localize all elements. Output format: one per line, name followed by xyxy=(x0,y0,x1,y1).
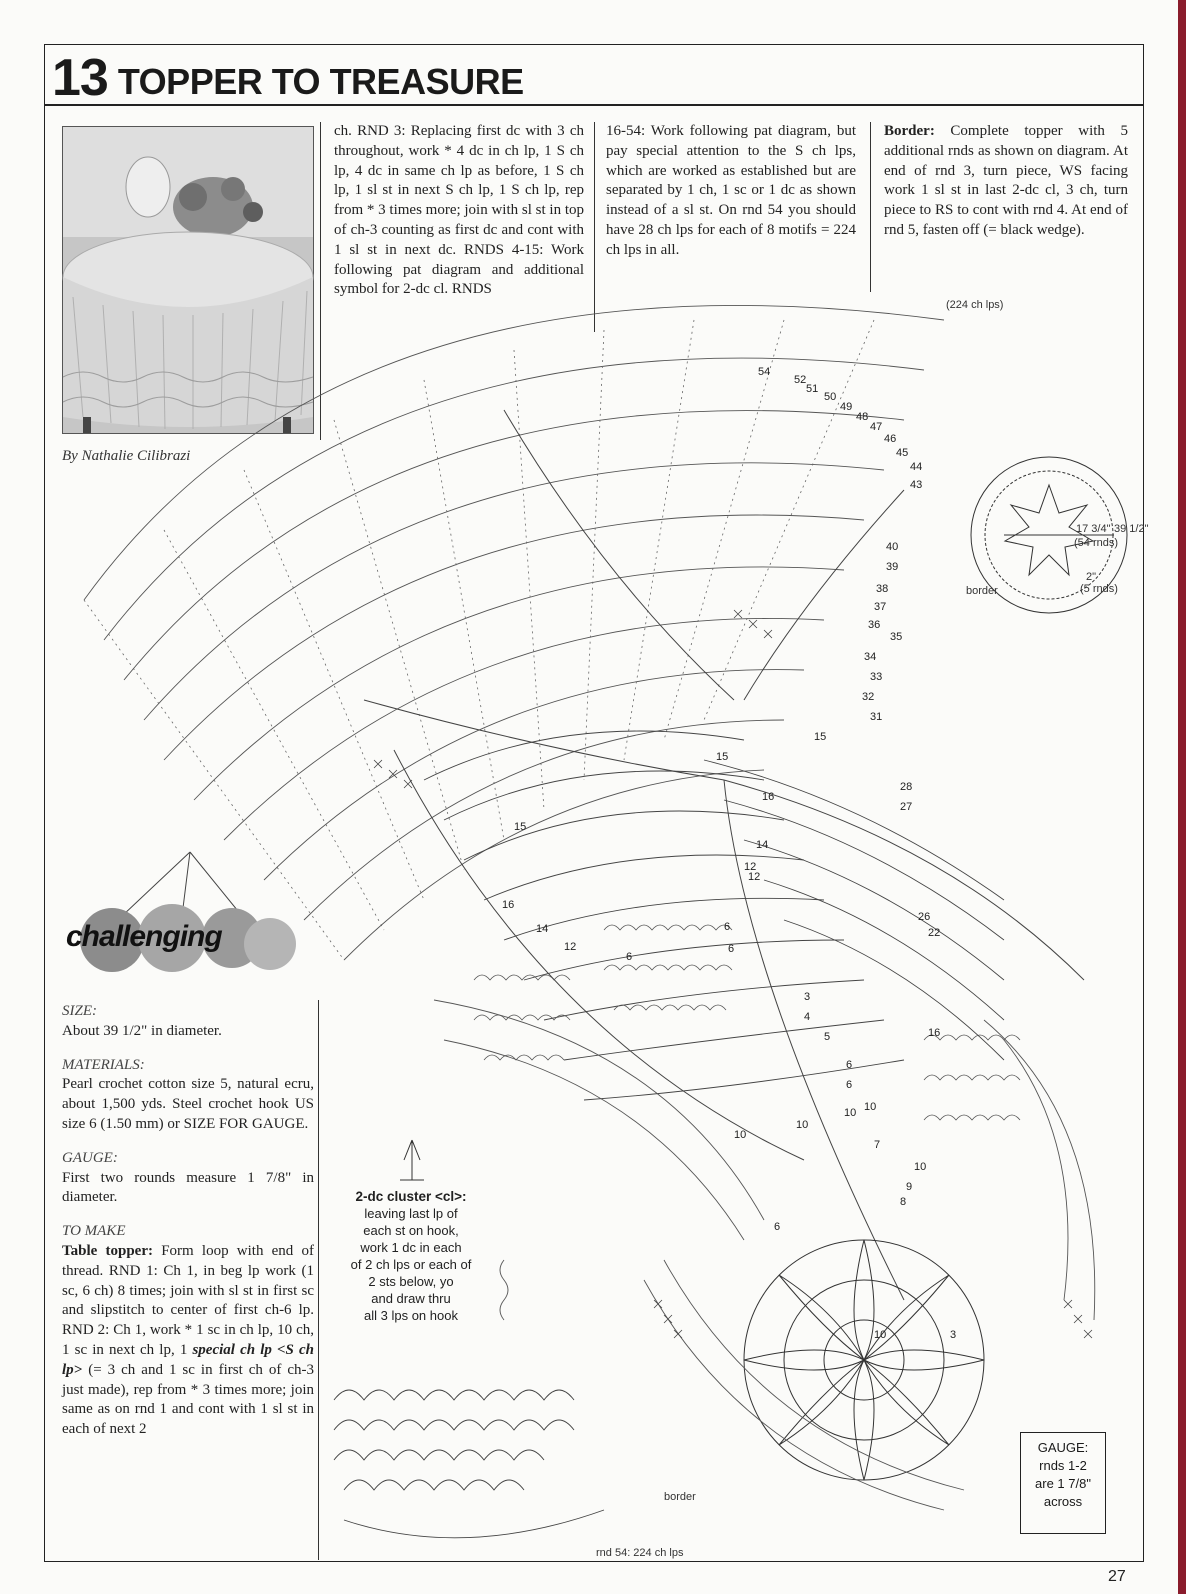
border-text: Complete topper with 5 additional rnds as shown on diagram. At end of rnd 3, turn piece, WS facing work 1 sl st in last 2-dc cl, 3 ch, turn piece to RS to cont with rnd 4. At end of rnd 5, fasten off (= black wedge). xyxy=(884,123,1129,238)
round-number-44: 44 xyxy=(910,461,923,473)
round-number-40: 40 xyxy=(886,541,899,553)
round-number-52: 52 xyxy=(794,374,807,386)
round-number-12: 12 xyxy=(748,871,761,883)
diagram-border-label: border xyxy=(664,1491,696,1503)
round-number-12: 12 xyxy=(564,941,577,953)
round-number-16: 16 xyxy=(762,791,775,803)
round-number-6: 6 xyxy=(724,921,731,933)
round-number-16: 16 xyxy=(502,899,515,911)
materials-text: Pearl crochet cotton size 5, natural ecru, about 1,500 yds. Steel crochet hook US size 6 (1.50 mm) or SIZE FOR GAUGE. xyxy=(62,1076,314,1132)
round-number-35: 35 xyxy=(890,631,903,643)
round-number-6: 6 xyxy=(846,1079,853,1091)
page-edge-tab xyxy=(1178,0,1186,1594)
instructions-text-2: ch. RND 3: Replacing first dc with 3 ch throughout, work * 4 dc in ch lp, 1 S ch lp, 4 dc in same ch lp as before, 1 S ch lp, 1 sl st in next S ch lp, 1 S ch lp, rep from * 3 times more; join with sl st in top of ch-3 counting as first dc and cont with 1 sl st in next dc. RNDS 4-15: Work following pat diagram and additional symbol for 2-dc cl. RNDS xyxy=(334,123,584,298)
pattern-info xyxy=(62,1002,314,1440)
inset-dim-2: 2" xyxy=(1086,571,1097,583)
round-number-3: 3 xyxy=(804,991,811,1003)
round-number-34: 34 xyxy=(864,651,877,663)
round-number-10: 10 xyxy=(874,1329,887,1341)
round-number-28: 28 xyxy=(900,781,913,793)
cluster-note xyxy=(336,1188,486,1324)
round-number-5: 5 xyxy=(824,1031,831,1043)
gauge-box-line: GAUGE: xyxy=(1037,1440,1089,1455)
round-number-46: 46 xyxy=(884,433,897,445)
inset-dim-1: 17 3/4" xyxy=(1076,523,1111,535)
to-make-label: TO MAKE xyxy=(62,1223,126,1240)
round-number-6: 6 xyxy=(626,951,633,963)
round-number-3: 3 xyxy=(950,1329,957,1341)
topper-label: Table topper: xyxy=(62,1242,153,1259)
cluster-note-line: and draw thru xyxy=(371,1291,451,1306)
round-number-33: 33 xyxy=(870,671,883,683)
round-number-10: 10 xyxy=(914,1161,927,1173)
pattern-number: 13 xyxy=(52,49,108,107)
round-number-26: 26 xyxy=(918,911,931,923)
special-ch-lp: special ch lp <S ch lp> xyxy=(62,1341,314,1378)
round-number-54: 54 xyxy=(758,366,771,378)
cluster-note-line: 2 sts below, yo xyxy=(368,1274,454,1289)
inset-dim-3: 39 1/2" xyxy=(1114,523,1149,535)
round-number-16: 16 xyxy=(928,1027,941,1039)
round-number-36: 36 xyxy=(868,619,881,631)
instructions-column-3 xyxy=(606,122,856,261)
diagram-top-label: (224 ch lps) xyxy=(946,299,1004,311)
round-number-15: 15 xyxy=(514,821,527,833)
diagram-bottom-label: rnd 54: 224 ch lps xyxy=(596,1547,684,1559)
round-number-50: 50 xyxy=(824,391,837,403)
round-number-14: 14 xyxy=(756,839,769,851)
round-number-43: 43 xyxy=(910,479,923,491)
difficulty-badge xyxy=(62,850,302,980)
round-number-8: 8 xyxy=(900,1196,907,1208)
round-number-38: 38 xyxy=(876,583,889,595)
round-number-10: 10 xyxy=(844,1107,857,1119)
round-number-12: 12 xyxy=(744,861,757,873)
round-number-4: 4 xyxy=(804,1011,811,1023)
round-number-39: 39 xyxy=(886,561,899,573)
to-make-body: Form loop with end of thread. RND 1: Ch 1, in beg lp work (1 sc, 6 ch) 8 times; join with sl st in first sc and slipstitch to center of first ch-6 lp. RND 2: Ch 1, work * 1 sc in ch lp, 10 ch, 1 sc in next ch lp, 1 xyxy=(62,1242,314,1358)
column-rule xyxy=(870,122,871,292)
materials-label: MATERIALS: xyxy=(62,1056,145,1073)
round-number-15: 15 xyxy=(814,731,827,743)
page-number: 27 xyxy=(1108,1568,1126,1585)
inset-border-label: border xyxy=(966,585,998,597)
instructions-text-3: 16-54: Work following pat diagram, but pay special attention to the S ch lps, which are worked as established but are separated by 1 ch, 1 sc or 1 dc as shown instead of a sl st. On rnd 54 you should have 28 ch lps for each of 8 motifs = 224 ch lps in all. xyxy=(606,123,856,258)
cluster-note-line: each st on hook, xyxy=(363,1223,459,1238)
round-number-49: 49 xyxy=(840,401,853,413)
round-number-51: 51 xyxy=(806,383,819,395)
instructions-column-2 xyxy=(334,122,584,300)
column-rule xyxy=(318,1000,319,1560)
cluster-note-line: leaving last lp of xyxy=(364,1206,458,1221)
round-number-6: 6 xyxy=(774,1221,781,1233)
round-number-10: 10 xyxy=(864,1101,877,1113)
round-number-10: 10 xyxy=(734,1129,747,1141)
round-number-7: 7 xyxy=(874,1139,881,1151)
title-bar xyxy=(44,44,1144,106)
page-title: TOPPER TO TREASURE xyxy=(117,61,524,102)
round-number-37: 37 xyxy=(874,601,887,613)
round-number-32: 32 xyxy=(862,691,875,703)
to-make-body-2: (= 3 ch and 1 sc in first ch of ch-3 just made), rep from * 3 times more; join same as on rnd 1 and cont with 1 sl st in each of next 2 xyxy=(62,1361,315,1438)
round-number-6: 6 xyxy=(846,1059,853,1071)
size-label: SIZE: xyxy=(62,1003,97,1019)
round-number-27: 27 xyxy=(900,801,913,813)
round-number-6: 6 xyxy=(728,943,735,955)
round-number-31: 31 xyxy=(870,711,883,723)
gauge-box xyxy=(1020,1432,1106,1534)
cluster-note-line: all 3 lps on hook xyxy=(364,1308,458,1323)
difficulty-label: challenging xyxy=(66,920,222,953)
round-number-22: 22 xyxy=(928,927,941,939)
cluster-note-line: work 1 dc in each xyxy=(360,1240,462,1255)
round-number-15: 15 xyxy=(716,751,729,763)
gauge-text: First two rounds measure 1 7/8" in diameter. xyxy=(62,1169,314,1206)
gauge-box-line: across xyxy=(1043,1494,1083,1509)
border-label: Border: xyxy=(884,123,935,139)
size-text: About 39 1/2" in diameter. xyxy=(62,1022,222,1039)
round-number-47: 47 xyxy=(870,421,883,433)
cluster-note-head: 2-dc cluster <cl>: xyxy=(355,1189,467,1204)
round-number-45: 45 xyxy=(896,447,909,459)
inset-dim-1b: (54 rnds) xyxy=(1074,537,1119,549)
round-number-14: 14 xyxy=(536,923,549,935)
gauge-box-line: are 1 7/8" xyxy=(1035,1476,1091,1491)
round-number-48: 48 xyxy=(856,411,869,423)
to-make-text xyxy=(62,1242,314,1440)
gauge-box-line: rnds 1-2 xyxy=(1039,1458,1087,1473)
round-number-10: 10 xyxy=(796,1119,809,1131)
byline: By Nathalie Cilibrazi xyxy=(62,448,191,464)
gauge-label: GAUGE: xyxy=(62,1149,118,1166)
round-number-9: 9 xyxy=(906,1181,913,1193)
cluster-note-line: of 2 ch lps or each of xyxy=(350,1257,472,1272)
inset-dim-2b: (5 rnds) xyxy=(1080,583,1118,595)
instructions-column-4 xyxy=(884,122,1128,241)
